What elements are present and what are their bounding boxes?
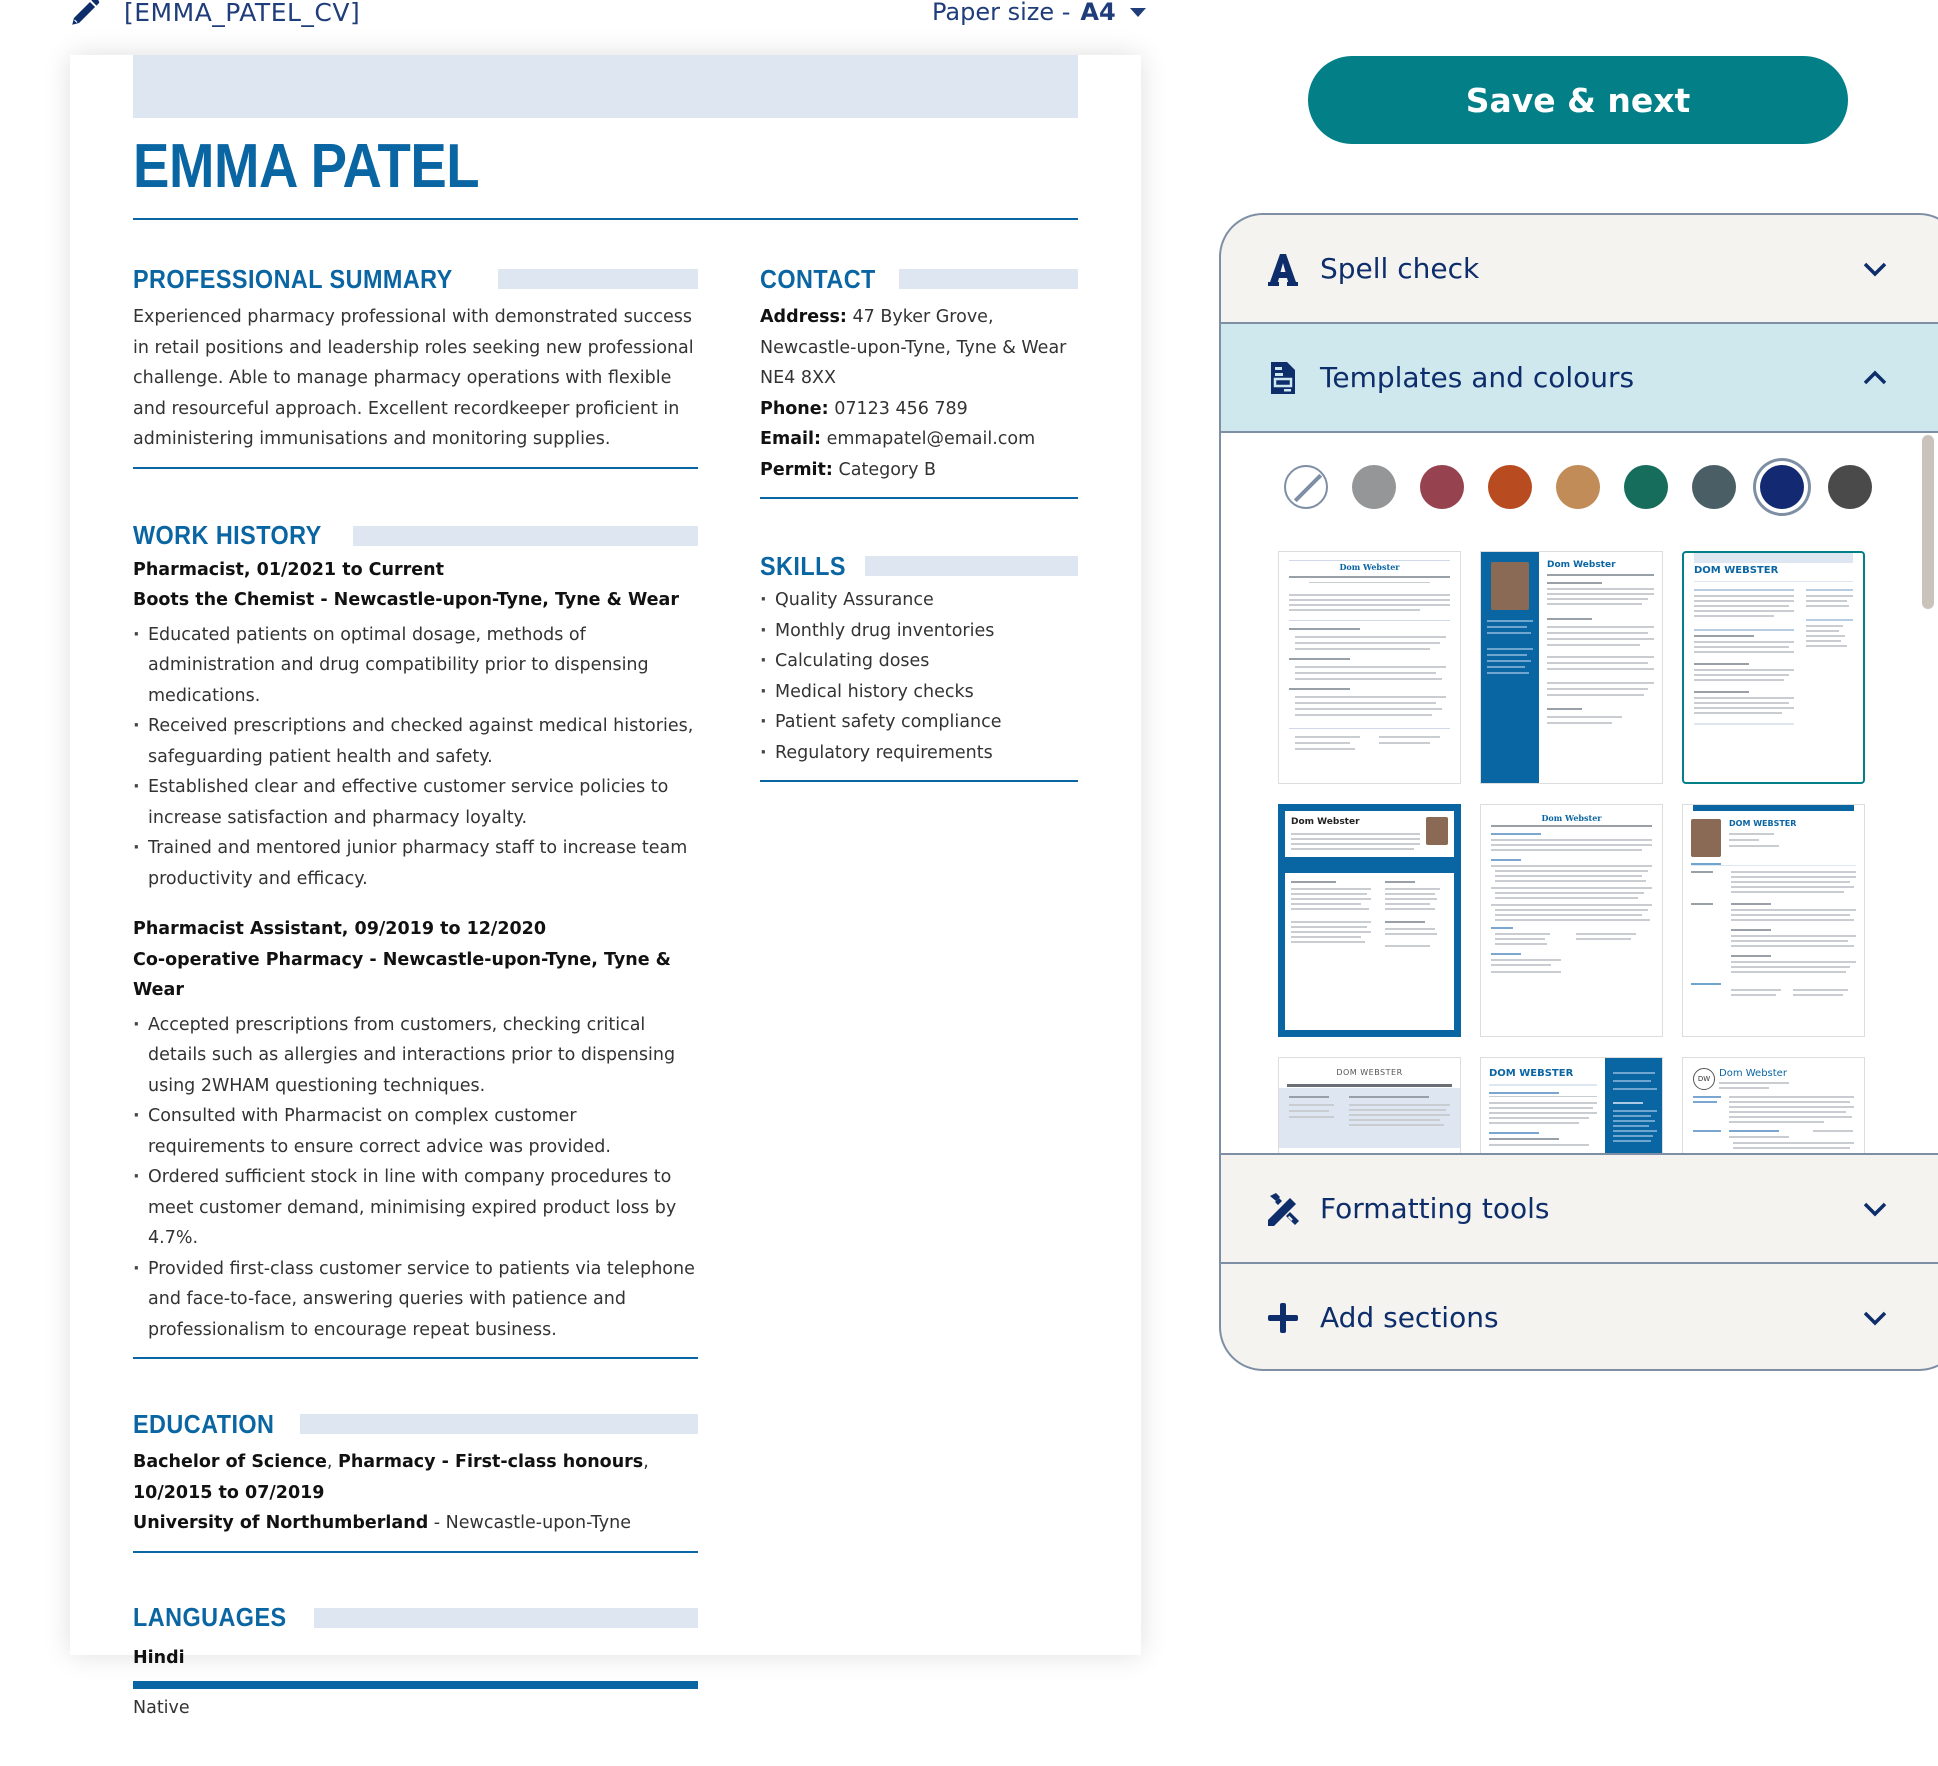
- template-name: Dom Webster: [1547, 560, 1616, 570]
- colour-swatch-charcoal[interactable]: [1828, 465, 1872, 509]
- contact-label: Address:: [760, 307, 847, 327]
- heading-band: [314, 1608, 698, 1628]
- paper-size-dropdown[interactable]: [932, 0, 1146, 32]
- colour-swatch-grey[interactable]: [1352, 465, 1396, 509]
- contact-value: 07123 456 789: [834, 398, 968, 419]
- heading-band: [498, 269, 698, 289]
- cv-header-band: [133, 55, 1078, 118]
- contact-value: emmapatel@email.com: [826, 429, 1036, 449]
- contact-label: Phone:: [760, 398, 829, 419]
- template-name: DOM WEBSTER: [1489, 1068, 1574, 1079]
- skill-item: · Quality Assurance: [760, 585, 1078, 616]
- template-name: Dom Webster: [1339, 562, 1400, 572]
- language-name: Hindi: [133, 1647, 185, 1668]
- colour-swatch-none[interactable]: [1284, 465, 1328, 509]
- letter-a-icon: [1265, 251, 1301, 287]
- job-title: Pharmacist, 01/2021 to Current: [133, 559, 444, 580]
- template-thumbnail-selected[interactable]: [1682, 551, 1865, 784]
- education-school-line: [133, 1508, 698, 1539]
- summary-text: Experienced pharmacy professional with demonstrated success in retail positions and leadership roles seeking new professional challenge. Able to manage pharmacy operations with flexible and resourceful approach. Excellent recordkeeper proficient in administering immunisations and monitoring supplies.: [133, 307, 694, 449]
- template-name: Dom Webster: [1719, 1068, 1787, 1079]
- template-thumbnail[interactable]: [1480, 804, 1663, 1037]
- section-rule: [133, 1357, 698, 1359]
- section-heading: CONTACT: [760, 263, 876, 294]
- skill-item: · Patient safety compliance: [760, 707, 1078, 738]
- template-name: Dom Webster: [1291, 817, 1360, 827]
- heading-band: [300, 1414, 698, 1434]
- template-thumbnail[interactable]: [1278, 1057, 1461, 1155]
- contact-value: 47 Byker Grove, Newcastle-upon-Tyne, Tyne & Wear NE4 8XX: [760, 307, 1067, 388]
- job-title: Pharmacist Assistant, 09/2019 to 12/2020: [133, 919, 547, 939]
- document-title-bar: [68, 0, 360, 32]
- colour-swatch-sand[interactable]: [1556, 465, 1600, 509]
- section-heading: WORK HISTORY: [133, 520, 322, 550]
- template-thumbnail[interactable]: [1278, 551, 1461, 784]
- job-entry: [133, 555, 698, 895]
- cv-document: [133, 55, 1078, 1718]
- accordion-label: Templates and colours: [1320, 361, 1635, 394]
- section-work-history[interactable]: [133, 521, 698, 1360]
- job-company: Boots the Chemist - Newcastle-upon-Tyne, Tyne & Wear: [133, 590, 679, 610]
- heading-band: [899, 269, 1078, 289]
- accordion-label: Spell check: [1320, 252, 1480, 285]
- section-rule: [760, 497, 1078, 499]
- skill-item: · Monthly drug inventories: [760, 616, 1078, 647]
- contact-permit: [760, 455, 1078, 486]
- paper-size-value: A4: [1080, 0, 1116, 26]
- contact-label: Permit:: [760, 459, 833, 480]
- editor-tools-panel: [1219, 213, 1938, 1371]
- colour-swatch-slate[interactable]: [1692, 465, 1736, 509]
- template-name: DOM WEBSTER: [1336, 1068, 1403, 1077]
- colour-swatch-navy[interactable]: [1760, 465, 1804, 509]
- accordion-label: Add sections: [1320, 1301, 1499, 1334]
- template-thumbnail[interactable]: [1480, 551, 1663, 784]
- section-heading: PROFESSIONAL SUMMARY: [133, 263, 453, 294]
- section-heading: EDUCATION: [133, 1408, 275, 1439]
- education-degree-line: [133, 1447, 698, 1508]
- section-contact[interactable]: [760, 264, 1078, 499]
- education-separator: ,: [326, 1452, 339, 1472]
- cv-left-column: [133, 264, 698, 1766]
- job-entry: [133, 914, 698, 1345]
- save-and-next-button[interactable]: Save & next: [1308, 56, 1848, 144]
- section-heading: LANGUAGES: [133, 1602, 287, 1632]
- document-icon: [1265, 360, 1301, 396]
- heading-band: [353, 526, 698, 546]
- template-name: Dom Webster: [1541, 813, 1602, 823]
- template-thumbnail[interactable]: [1682, 804, 1865, 1037]
- colour-swatch-rust[interactable]: [1488, 465, 1532, 509]
- language-level: Native: [133, 1698, 190, 1718]
- education-field: Pharmacy - First-class honours: [338, 1452, 644, 1472]
- accordion-formatting-tools[interactable]: [1221, 1155, 1938, 1264]
- template-gallery: [1278, 551, 1865, 1155]
- monogram-badge: [1693, 1068, 1715, 1090]
- chevron-down-icon: [1861, 259, 1889, 279]
- section-languages[interactable]: [133, 1603, 698, 1724]
- pencil-ruler-icon: [1265, 1191, 1301, 1227]
- section-rule: [133, 467, 698, 469]
- chevron-down-icon: [1861, 1199, 1889, 1219]
- template-thumbnail[interactable]: [1682, 1057, 1865, 1155]
- job-bullet: · Accepted prescriptions from customers, checking critical details such as allergies and interactions prior to dispensing using 2WHAM questioning techniques.: [133, 1010, 698, 1102]
- skill-item: · Calculating doses: [760, 646, 1078, 677]
- chevron-down-icon: [1861, 1308, 1889, 1328]
- template-name: DOM WEBSTER: [1694, 565, 1779, 576]
- section-rule: [760, 780, 1078, 782]
- template-thumbnail[interactable]: [1480, 1057, 1663, 1155]
- section-professional-summary[interactable]: [133, 264, 698, 469]
- accordion-templates-and-colours[interactable]: [1221, 324, 1938, 433]
- colour-swatch-green[interactable]: [1624, 465, 1668, 509]
- templates-and-colours-content: [1221, 433, 1938, 1155]
- contact-phone: [760, 394, 1078, 425]
- pencil-edit-icon[interactable]: [68, 0, 102, 29]
- education-degree: Bachelor of Science: [133, 1452, 327, 1472]
- accordion-add-sections[interactable]: [1221, 1264, 1938, 1371]
- contact-label: Email:: [760, 429, 821, 449]
- cv-name: EMMA PATEL: [133, 132, 480, 201]
- cv-right-column: [760, 264, 1078, 824]
- job-bullet: · Received prescriptions and checked against medical histories, safeguarding patient health and safety.: [133, 711, 698, 772]
- accordion-label: Formatting tools: [1320, 1192, 1550, 1225]
- education-school: University of Northumberland: [133, 1513, 429, 1533]
- caret-down-icon: [1130, 8, 1146, 17]
- job-bullet: · Consulted with Pharmacist on complex customer requirements to ensure correct advice was provided.: [133, 1101, 698, 1162]
- contact-value: Category B: [838, 459, 937, 480]
- contact-address: [760, 302, 1078, 394]
- job-bullet: · Trained and mentored junior pharmacy staff to increase team productivity and efficacy.: [133, 833, 698, 894]
- language-proficiency-bar: [133, 1681, 698, 1689]
- plus-icon: [1265, 1300, 1301, 1336]
- section-skills[interactable]: [760, 551, 1078, 782]
- education-separator: ,: [643, 1452, 649, 1472]
- section-heading: SKILLS: [760, 550, 846, 581]
- job-company: Co-operative Pharmacy - Newcastle-upon-Tyne, Tyne & Wear: [133, 949, 671, 1000]
- job-bullet: · Ordered sufficient stock in line with company procedures to meet customer demand, minimising expired product loss by 4.7%.: [133, 1162, 698, 1254]
- monogram-text: DW: [1697, 1075, 1711, 1083]
- colour-swatch-burgundy[interactable]: [1420, 465, 1464, 509]
- chevron-up-icon: [1861, 368, 1889, 388]
- document-name[interactable]: [EMMA_PATEL_CV]: [124, 0, 361, 27]
- cv-name-rule: [133, 218, 1078, 220]
- contact-email: [760, 424, 1078, 455]
- paper-size-label: Paper size -: [932, 0, 1071, 26]
- heading-band: [865, 556, 1078, 576]
- job-bullet: · Educated patients on optimal dosage, methods of administration and drug compatibility prior to dispensing medications.: [133, 620, 698, 712]
- section-education[interactable]: [133, 1409, 698, 1553]
- template-thumbnail[interactable]: [1278, 804, 1461, 1037]
- education-location: - Newcastle-upon-Tyne: [428, 1513, 631, 1533]
- colour-swatches: [1284, 465, 1872, 509]
- template-name: DOM WEBSTER: [1729, 819, 1797, 828]
- skill-item: · Medical history checks: [760, 677, 1078, 708]
- education-dates: 10/2015 to 07/2019: [133, 1482, 325, 1503]
- scrollbar-thumb[interactable]: [1922, 435, 1934, 609]
- skill-item: · Regulatory requirements: [760, 738, 1078, 769]
- job-bullet: · Established clear and effective customer service policies to increase satisfaction and pharmacy loyalty.: [133, 772, 698, 833]
- cv-preview-page: [70, 55, 1141, 1718]
- accordion-spell-check[interactable]: [1221, 215, 1938, 324]
- section-rule: [133, 1551, 698, 1553]
- job-bullet: · Provided first-class customer service to patients via telephone and face-to-face, answering queries with patience and professionalism to encourage repeat business.: [133, 1254, 698, 1346]
